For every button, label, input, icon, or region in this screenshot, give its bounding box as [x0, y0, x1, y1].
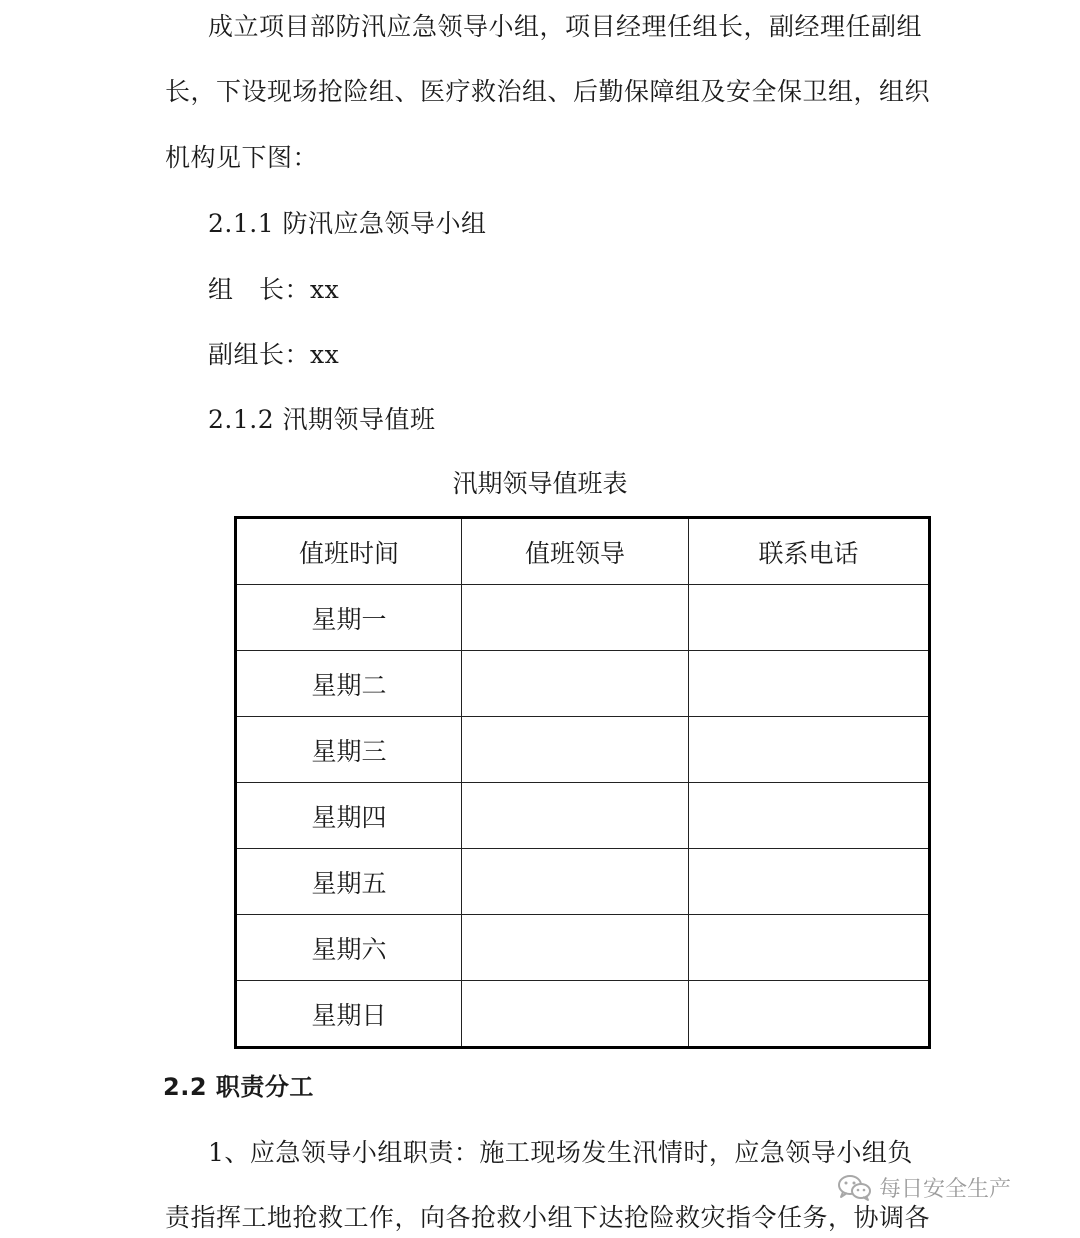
day-cell: 星期二	[236, 651, 462, 717]
table-caption: 汛期领导值班表	[452, 469, 628, 498]
duty-schedule-table	[234, 516, 931, 1049]
table-row	[236, 717, 930, 783]
phone-cell	[689, 981, 930, 1048]
watermark-text: 每日安全生产	[879, 1177, 1012, 1202]
day-cell: 星期五	[236, 849, 462, 915]
day-cell: 星期日	[236, 981, 462, 1048]
table-row	[236, 849, 930, 915]
deputy-leader-line: 副组长：xx	[208, 340, 340, 369]
section-heading-2-2: 2.2 职责分工	[163, 1073, 314, 1101]
column-header-duty-leader: 值班领导	[462, 518, 689, 585]
phone-cell	[689, 717, 930, 783]
table-row	[236, 783, 930, 849]
phone-cell	[689, 651, 930, 717]
table-row	[236, 915, 930, 981]
day-cell: 星期三	[236, 717, 462, 783]
leader-cell	[462, 981, 689, 1048]
leader-cell	[462, 915, 689, 981]
day-cell: 星期四	[236, 783, 462, 849]
table-row	[236, 651, 930, 717]
phone-cell	[689, 585, 930, 651]
watermark	[837, 1172, 1011, 1203]
leader-cell	[462, 717, 689, 783]
table-row	[236, 585, 930, 651]
paragraph-line: 1、应急领导小组职责：施工现场发生汛情时，应急领导小组负	[208, 1138, 913, 1167]
paragraph-line: 机构见下图：	[165, 143, 319, 172]
leader-cell	[462, 651, 689, 717]
table-row	[236, 981, 930, 1048]
paragraph-line: 长，下设现场抢险组、医疗救治组、后勤保障组及安全保卫组，组织	[165, 77, 931, 106]
wechat-icon	[837, 1173, 873, 1203]
phone-cell	[689, 915, 930, 981]
leader-line: 组 长：xx	[208, 275, 340, 304]
paragraph-line: 责指挥工地抢救工作，向各抢救小组下达抢险救灾指令任务，协调各	[165, 1203, 931, 1232]
phone-cell	[689, 783, 930, 849]
phone-cell	[689, 849, 930, 915]
table-header-row	[236, 518, 930, 585]
leader-cell	[462, 585, 689, 651]
column-header-duty-time: 值班时间	[236, 518, 462, 585]
day-cell: 星期一	[236, 585, 462, 651]
subsection-heading-2-1-2: 2.1.2 汛期领导值班	[208, 405, 436, 434]
subsection-heading-2-1-1: 2.1.1 防汛应急领导小组	[208, 209, 487, 238]
leader-cell	[462, 849, 689, 915]
column-header-phone: 联系电话	[689, 518, 930, 585]
leader-cell	[462, 783, 689, 849]
paragraph-line: 成立项目部防汛应急领导小组，项目经理任组长，副经理任副组	[208, 12, 923, 41]
day-cell: 星期六	[236, 915, 462, 981]
